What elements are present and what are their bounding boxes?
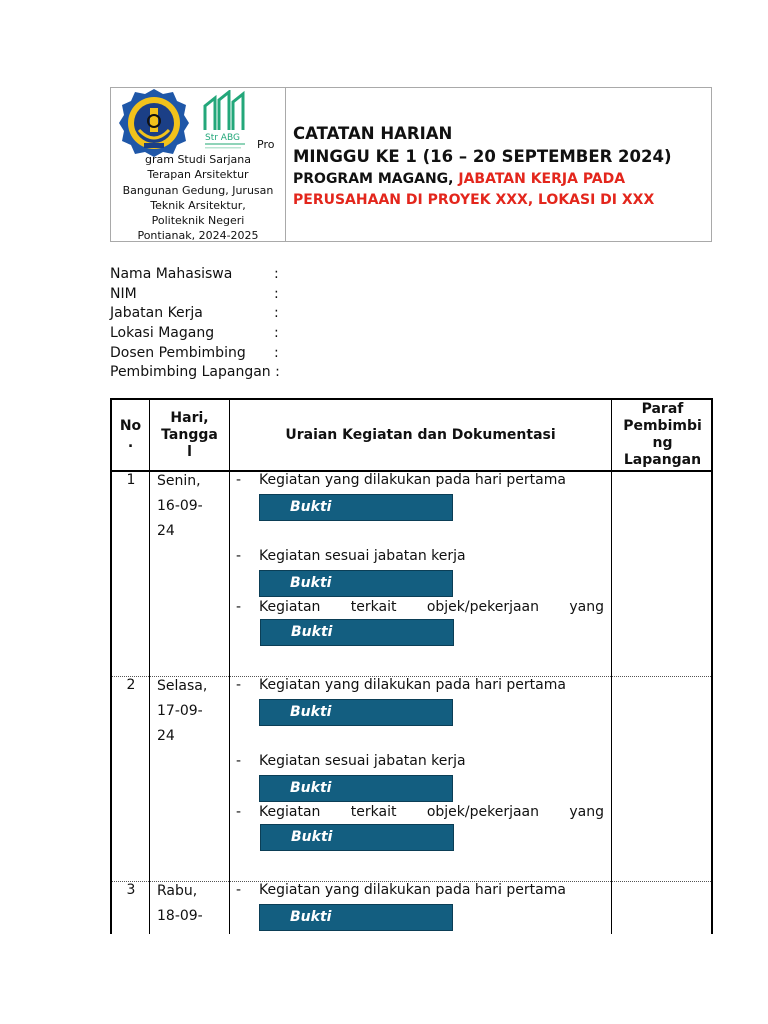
row-number: 1	[126, 472, 136, 488]
document-header	[110, 87, 712, 242]
header-day: Hari, Tangga l	[161, 409, 218, 460]
header-signature: Paraf Pembimbi ng Lapangan	[623, 401, 702, 468]
header-no: No .	[119, 418, 142, 451]
student-info	[110, 265, 410, 383]
info-row-lokasi: Lokasi Magang :	[110, 325, 279, 342]
info-row-nama: Nama Mahasiswa :	[110, 266, 279, 282]
row-day: Senin, 16-09- 24	[157, 473, 203, 539]
company-subtitle: PERUSAHAAN DI PROYEK XXX, LOKASI DI XXX	[293, 192, 655, 208]
bukti-button[interactable]: Bukti	[259, 904, 453, 931]
logo-text: Str ABG	[205, 133, 240, 143]
row-day: Rabu, 18-09-	[157, 883, 203, 924]
info-row-nim: NIM :	[110, 285, 279, 302]
header-institution-cell	[111, 88, 286, 241]
polnep-seal-logo	[119, 88, 189, 158]
bukti-button[interactable]: Bukti	[259, 494, 453, 521]
str-abg-logo	[201, 90, 251, 150]
info-row-pembimbing: Pembimbing Lapangan :	[110, 364, 280, 381]
header-title-cell	[286, 88, 711, 241]
col-divider	[611, 400, 612, 934]
activity-table: No . Hari, Tangga l Uraian Kegiatan dan Dokumentasi Paraf Pembimbi ng Lapangan 1 Senin, 16-09- 24 - Kegiatan yang dilakukan pada hari pertama Bukti - Kegiatan sesuai jabatan kerja Bukti - Kegiatan terkait objek/pekerjaan yang Bukti 2 Selasa, 17-09- 24 - Kegiatan yang dilakukan pada hari pertama Bukti - Kegiatan sesuai jabatan kerja Bukti - Kegiatan terkait objek/pekerjaan yang Bukti 3 Rabu, 18-09- - Kegiatan yang dilakukan pada hari pertama Bukti	[110, 398, 713, 934]
info-row-jabatan: Jabatan Kerja :	[110, 305, 279, 322]
bukti-button[interactable]: Bukti	[259, 699, 453, 726]
row-number: 2	[126, 677, 136, 693]
bukti-button[interactable]: Bukti	[260, 824, 454, 851]
row-day: Selasa, 17-09- 24	[157, 678, 208, 744]
bukti-button[interactable]: Bukti	[260, 619, 454, 646]
institution-text: gram Studi Sarjana Terapan Arsitektur Bangunan Gedung, Jurusan Teknik Arsitektur, Politeknik Negeri Pontianak, 2024-2025	[122, 153, 274, 243]
doc-title: CATATAN HARIAN	[293, 124, 453, 143]
row-number: 3	[126, 882, 136, 898]
week-title: MINGGU KE 1 (16 – 20 SEPTEMBER 2024)	[293, 147, 672, 166]
program-fragment: Pro	[257, 138, 275, 151]
program-subtitle: PROGRAM MAGANG, JABATAN KERJA PADA	[293, 171, 626, 187]
bukti-button[interactable]: Bukti	[259, 775, 453, 802]
info-row-dosen: Dosen Pembimbing :	[110, 344, 279, 361]
header-description: Uraian Kegiatan dan Dokumentasi	[285, 426, 556, 443]
bukti-button[interactable]: Bukti	[259, 570, 453, 597]
